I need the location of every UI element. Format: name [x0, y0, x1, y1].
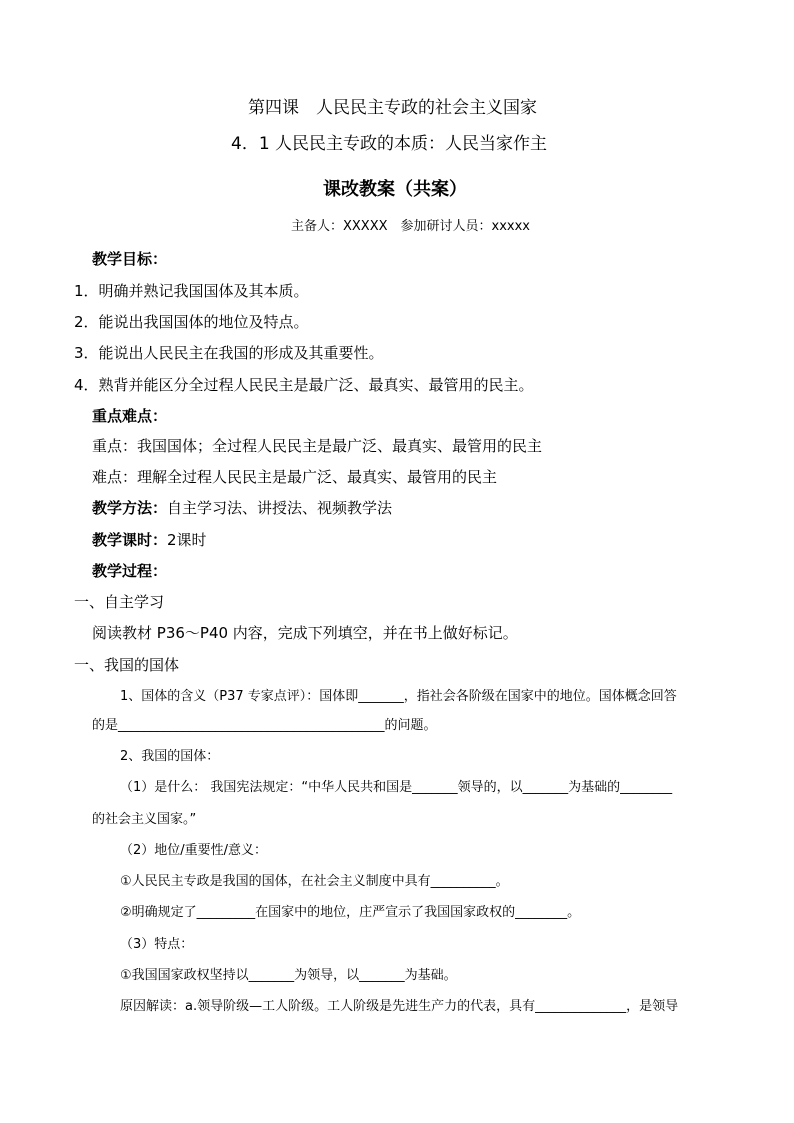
- question-2-3-reason: 原因解读：a.领导阶级—工人阶级。工人阶级是先进生产力的代表，具有______________，是领导: [120, 999, 679, 1014]
- process-heading: 教学过程：: [92, 562, 168, 580]
- self-study-heading: 一、自主学习: [74, 593, 165, 611]
- question-1-line-2: 的是_________________________________________的问题。: [92, 718, 437, 733]
- hours-line: [92, 531, 207, 549]
- question-2-1-line-2: 的社会主义国家。”: [92, 812, 197, 827]
- question-2-2-b: ②明确规定了_________在国家中的地位，庄严宣示了我国国家政权的________。: [120, 905, 581, 920]
- question-2-2-a: ①人民民主专政是我国的国体，在社会主义制度中具有__________。: [120, 874, 509, 889]
- objective-item: 2．能说出我国国体的地位及特点。: [74, 313, 309, 331]
- methods-value: 自主学习法、讲授法、视频教学法: [167, 499, 393, 517]
- difficulty-text: 难点：理解全过程人民民主是最广泛、最真实、最管用的民主: [92, 468, 498, 486]
- objective-item: 1．明确并熟记我国国体及其本质。: [74, 282, 309, 300]
- question-2-3: （3）特点：: [120, 937, 194, 952]
- question-1-line-1: 1、国体的含义（P37 专家点评）：国体即_______，指社会各阶级在国家中的地位。国体概念回答: [120, 689, 677, 704]
- question-2-1-line-1: （1）是什么： 我国宪法规定：“中华人民共和国是_______领导的，以_______为基础的________: [120, 780, 673, 795]
- section1-heading: 一、我国的国体: [74, 656, 180, 674]
- methods-line: [92, 499, 392, 517]
- key-points-heading: 重点难点：: [92, 407, 168, 425]
- question-2-3-a: ①我国国家政权坚持以_______为领导，以_______为基础。: [120, 968, 457, 983]
- question-2-2: （2）地位/重要性/意义：: [120, 843, 268, 858]
- self-study-instruction: 阅读教材 P36～P40 内容，完成下列填空，并在书上做好标记。: [92, 624, 518, 642]
- section-title: 4．1 人民民主专政的本质：人民当家作主: [231, 134, 548, 154]
- objectives-heading: 教学目标：: [92, 250, 168, 268]
- objective-item: 4．熟背并能区分全过程人民民主是最广泛、最真实、最管用的民主。: [74, 376, 534, 394]
- preparers-line: 主备人：XXXXX 参加研讨人员：xxxxx: [291, 219, 530, 234]
- hours-value: 2课时: [167, 531, 207, 549]
- lesson-title: 第四课 人民民主专政的社会主义国家: [248, 98, 537, 118]
- plan-title: 课改教案（共案）: [323, 179, 467, 200]
- question-2: 2、我国的国体：: [120, 749, 220, 764]
- key-point-text: 重点：我国国体；全过程人民民主是最广泛、最真实、最管用的民主: [92, 437, 543, 455]
- hours-label: 教学课时：: [92, 531, 168, 549]
- objective-item: 3．能说出人民民主在我国的形成及其重要性。: [74, 344, 384, 362]
- methods-label: 教学方法：: [92, 499, 168, 517]
